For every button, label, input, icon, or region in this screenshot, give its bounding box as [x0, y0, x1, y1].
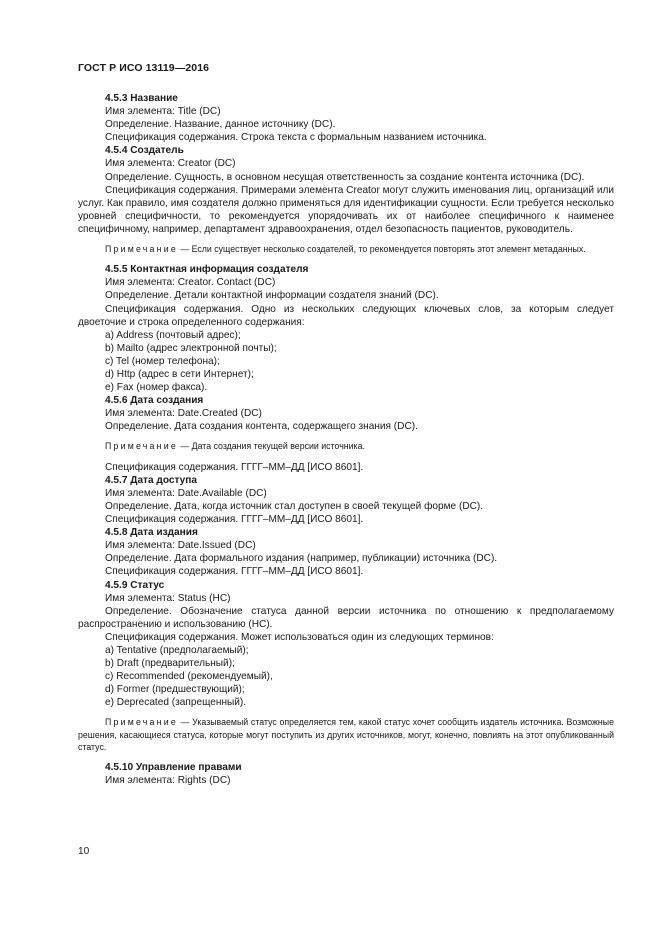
document-body [78, 92, 614, 787]
note-text: — Если существует несколько создателей, то рекомендуется повторять этот элемент метаданных. [177, 244, 586, 255]
definition: Определение. Дата формального издания (например, публикации) источника (DC). [105, 553, 498, 565]
element-name: Имя элемента: Date.Issued (DC) [105, 540, 256, 552]
section-heading-4-5-7: 4.5.7 Дата доступа [105, 474, 197, 486]
note-label: Примечание [105, 244, 178, 255]
definition: Определение. Дата создания контента, содержащего знания (DC). [105, 421, 418, 433]
definition: Определение. Дата, когда источник стал доступен в своей текущей форме (DC). [105, 500, 484, 512]
section-heading-4-5-10: 4.5.10 Управление правами [105, 762, 242, 774]
content-spec: Спецификация содержания. Может использоваться один из следующих терминов: [105, 631, 494, 643]
section-heading-4-5-6: 4.5.6 Дата создания [105, 395, 204, 407]
content-spec: Спецификация содержания. ГГГГ–ММ–ДД [ИСО 8601]. [105, 566, 364, 578]
content-spec: Спецификация содержания. ГГГГ–ММ–ДД [ИСО 8601]. [105, 461, 364, 473]
content-spec: Спецификация содержания. ГГГГ–ММ–ДД [ИСО 8601]. [105, 514, 364, 526]
list-item: e) Fax (номер факса). [105, 382, 208, 394]
section-heading-4-5-9: 4.5.9 Статус [105, 579, 165, 591]
note-label: Примечание [105, 717, 178, 728]
note [78, 440, 614, 452]
element-name: Имя элемента: Rights (DC) [105, 775, 231, 787]
list-item: a) Tentative (предполагаемый); [105, 644, 249, 656]
element-name: Имя элемента: Creator. Contact (DC) [105, 277, 276, 289]
element-name: Имя элемента: Date.Available (DC) [105, 487, 267, 499]
list-item: c) Recommended (рекомендуемый), [105, 671, 273, 683]
list-item: d) Former (предшествующий); [105, 684, 245, 696]
content-spec: Спецификация содержания. Примерами элемента Creator могут служить именования лиц, организаций или услуг. Как правило, имя создателя должно применяться для идентификации сущности. Если требуется несколько уровней специфичности, то рекомендуется упорядочивать их от наиболее специфичного к наименее специфичному, например, департамент здравоохранения, отдел безопасность пациентов, руководитель. [78, 184, 614, 235]
content-spec: Спецификация содержания. Одно из нескольких следующих ключевых слов, за которым следует двоеточие и строка определенного содержания: [78, 303, 614, 328]
list-item: d) Http (адрес в сети Интернет); [105, 368, 254, 380]
note-label: Примечание [105, 441, 178, 452]
list-item: e) Deprecated (запрещенный). [105, 697, 247, 709]
definition: Определение. Детали контактной информации создателя знаний (DC). [105, 290, 439, 302]
note-text: — Указываемый статус определяется тем, какой статус хочет сообщить издатель источника. Возможные решения, касающиеся статуса, которые могут поступить из других источников, могут, конечно, повлиять на этот опубликованный статус. [78, 717, 614, 752]
content-spec: Спецификация содержания. Строка текста с формальным названием источника. [105, 132, 487, 144]
page-number: 10 [78, 846, 90, 857]
definition: Определение. Название, данное источнику (DC). [105, 119, 336, 131]
note [78, 243, 614, 255]
element-name: Имя элемента: Creator (DC) [105, 158, 236, 170]
list-item: a) Address (почтовый адрес); [105, 329, 241, 341]
list-item: b) Draft (предварительный); [105, 658, 235, 670]
list-item: b) Mailto (адрес электронной почты); [105, 342, 277, 354]
note-text: — Дата создания текущей версии источника. [177, 441, 365, 452]
definition: Определение. Сущность, в основном несущая ответственность за создание контента источника (DC). [105, 171, 585, 183]
section-heading-4-5-5: 4.5.5 Контактная информация создателя [105, 264, 309, 276]
element-name: Имя элемента: Status (HC) [105, 592, 231, 604]
element-name: Имя элемента: Title (DC) [105, 106, 221, 118]
list-item: c) Tel (номер телефона); [105, 355, 220, 367]
definition: Определение. Обозначение статуса данной версии источника по отношению к предполагаемому распространению и использованию (HC). [78, 605, 614, 630]
element-name: Имя элемента: Date.Created (DC) [105, 408, 262, 420]
section-heading-4-5-3: 4.5.3 Название [105, 93, 178, 104]
section-heading-4-5-8: 4.5.8 Дата издания [105, 527, 198, 539]
running-header: ГОСТ Р ИСО 13119—2016 [78, 62, 210, 74]
section-heading-4-5-4: 4.5.4 Создатель [105, 145, 184, 157]
note [78, 716, 614, 753]
